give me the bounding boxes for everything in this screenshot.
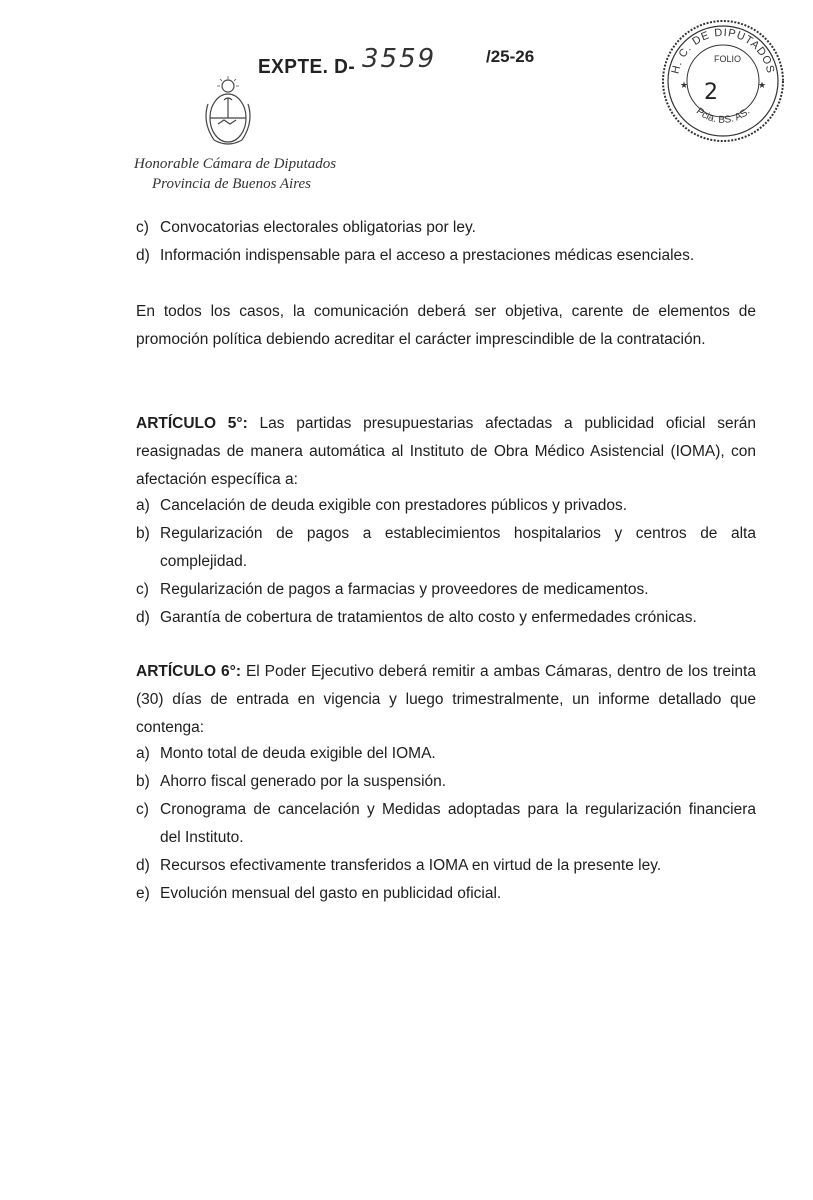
article-5-text: Las partidas presupuestarias afectadas a publicidad oficial serán <box>259 415 756 432</box>
list-item <box>136 800 756 820</box>
list-text: Información indispensable para el acceso a prestaciones médicas esenciales. <box>160 247 695 264</box>
list-item <box>136 884 756 904</box>
list-item <box>136 772 756 792</box>
list-marker: e) <box>136 885 150 902</box>
list-marker: d) <box>136 247 150 264</box>
svg-text:Pcia. BS. AS. <box>694 106 752 126</box>
list-text: Convocatorias electorales obligatorias por ley. <box>160 219 476 236</box>
list-item <box>136 744 756 764</box>
list-item <box>136 524 756 544</box>
stamp-folio-label: FOLIO <box>714 54 742 64</box>
coat-of-arms-icon <box>200 74 256 150</box>
list-marker: d) <box>136 857 150 874</box>
list-marker: b) <box>136 773 150 790</box>
stamp-folio-number: 2 <box>704 80 718 105</box>
paragraph-line: (30) días de entrada en vigencia y luego trimestralmente, un informe detallado que <box>136 691 756 708</box>
list-text: Regularización de pagos a farmacias y proveedores de medicamentos. <box>160 581 649 598</box>
list-item <box>136 218 756 238</box>
list-marker: c) <box>136 801 149 818</box>
list-marker: b) <box>136 525 150 542</box>
institution-line-2: Provincia de Buenos Aires <box>152 176 311 192</box>
list-item <box>136 246 756 266</box>
list-item <box>136 496 756 516</box>
list-text: Regularización de pagos a establecimientos hospitalarios y centros de alta <box>160 525 756 542</box>
stamp-star-right-icon: ★ <box>758 80 767 90</box>
article-6-text: El Poder Ejecutivo deberá remitir a ambas Cámaras, dentro de los treinta <box>245 663 756 680</box>
list-marker: d) <box>136 609 150 626</box>
paragraph-line: reasignadas de manera automática al Instituto de Obra Médico Asistencial (IOMA), con <box>136 443 756 460</box>
folio-stamp <box>660 18 786 144</box>
paragraph-line: contenga: <box>136 719 205 736</box>
list-text: Recursos efectivamente transferidos a IOMA en virtud de la presente ley. <box>160 857 662 874</box>
list-text: Cancelación de deuda exigible con prestadores públicos y privados. <box>160 497 628 514</box>
list-text: Evolución mensual del gasto en publicidad oficial. <box>160 885 502 902</box>
list-text: Cronograma de cancelación y Medidas adoptadas para la regularización financiera <box>160 801 756 818</box>
list-marker: c) <box>136 581 149 598</box>
list-continuation: del Instituto. <box>160 829 244 846</box>
article-5-line-1 <box>136 414 756 434</box>
expte-year: /25-26 <box>486 47 535 66</box>
stamp-bottom-text: Pcia. BS. AS. <box>693 105 753 126</box>
list-marker: c) <box>136 219 149 236</box>
paragraph-line: En todos los casos, la comunicación deberá ser objetiva, carente de elementos de <box>136 303 756 320</box>
article-6-line-1 <box>136 662 756 682</box>
article-6-heading: ARTÍCULO 6°: <box>136 663 241 680</box>
list-item <box>136 580 756 600</box>
paragraph-line: promoción política debiendo acreditar el carácter imprescindible de la contratación. <box>136 331 706 348</box>
list-text: Monto total de deuda exigible del IOMA. <box>160 745 436 762</box>
institution-line-1: Honorable Cámara de Diputados <box>134 156 337 172</box>
list-marker: a) <box>136 745 150 762</box>
stamp-top-text: H. C. DE DIPUTADOS <box>669 26 777 76</box>
list-item <box>136 856 756 876</box>
institution-name <box>134 154 336 194</box>
list-text: Ahorro fiscal generado por la suspensión. <box>160 773 447 790</box>
list-continuation: complejidad. <box>160 553 248 570</box>
list-marker: a) <box>136 497 150 514</box>
list-text: Garantía de cobertura de tratamientos de alto costo y enfermedades crónicas. <box>160 609 697 626</box>
list-item <box>136 608 756 628</box>
paragraph-line: afectación específica a: <box>136 471 298 488</box>
expte-label: EXPTE. D- <box>258 56 356 78</box>
stamp-star-left-icon: ★ <box>680 80 689 90</box>
article-5-heading: ARTÍCULO 5°: <box>136 415 248 432</box>
expte-number: 3559 <box>362 44 437 74</box>
